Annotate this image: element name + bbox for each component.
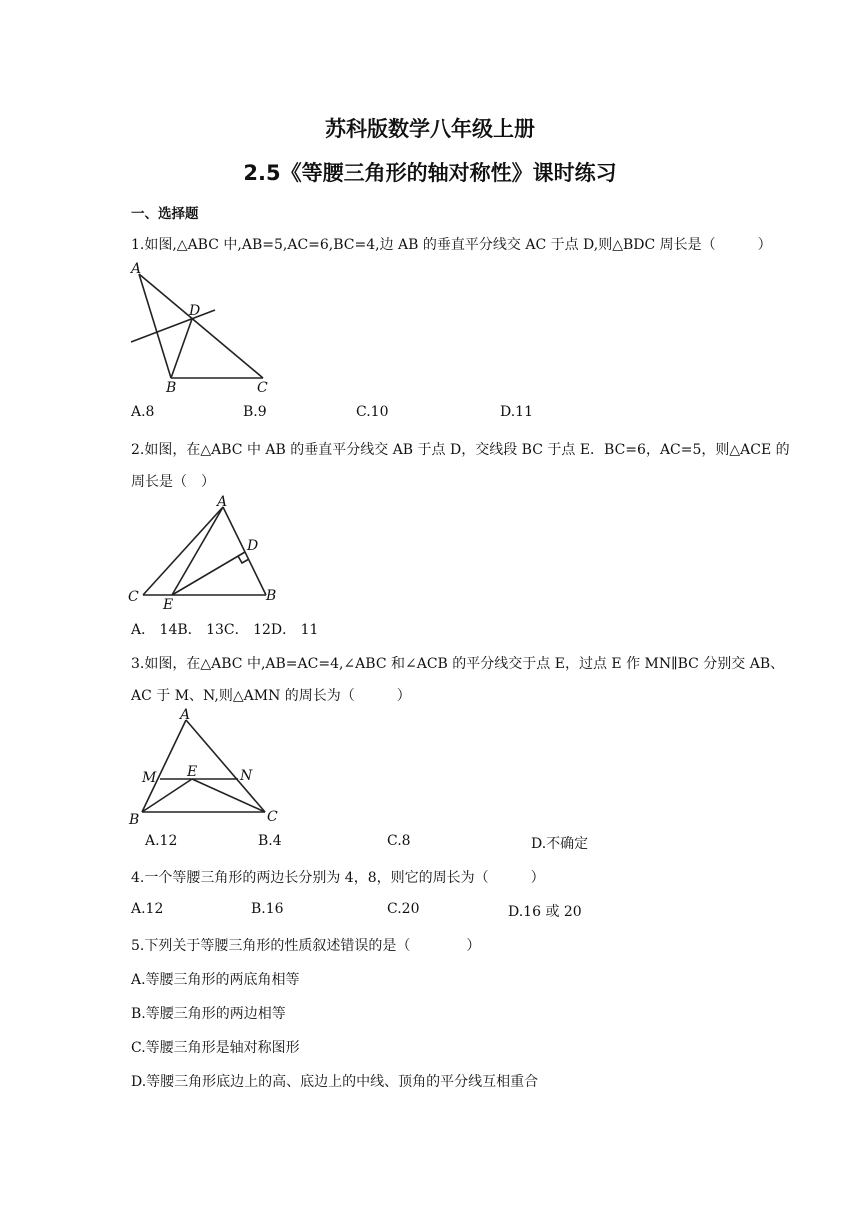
q1-label-d: D bbox=[189, 303, 201, 319]
q1-option-a[interactable]: A.8 bbox=[131, 404, 155, 420]
document-title: 苏科版数学八年级上册 bbox=[325, 117, 535, 141]
q1-side-ab bbox=[139, 274, 171, 378]
q1-option-d[interactable]: D.11 bbox=[500, 404, 533, 420]
q1-label-a: A bbox=[131, 261, 142, 277]
q2-label-b: B bbox=[266, 588, 277, 604]
q3-label-n: N bbox=[240, 768, 253, 784]
q3-segment-ec bbox=[192, 779, 265, 812]
q3-label-m: M bbox=[142, 770, 157, 786]
q5-option-b[interactable]: B.等腰三角形的两边相等 bbox=[131, 1006, 286, 1022]
q4-option-a[interactable]: A.12 bbox=[131, 901, 164, 917]
q3-label-c: C bbox=[267, 809, 278, 825]
question-4-text: 4.一个等腰三角形的两边长分别为 4，8，则它的周长为（ ） bbox=[131, 870, 545, 886]
section-heading: 一、选择题 bbox=[131, 206, 199, 222]
q5-option-a[interactable]: A.等腰三角形的两底角相等 bbox=[131, 972, 300, 988]
q5-option-c[interactable]: C.等腰三角形是轴对称图形 bbox=[131, 1040, 300, 1056]
q1-option-c[interactable]: C.10 bbox=[356, 404, 389, 420]
q2-label-d: D bbox=[247, 538, 259, 554]
question-3-text-line1: 3.如图，在△ABC 中,AB=AC=4,∠ABC 和∠ACB 的平分线交于点 E，过点 E 作 MN∥BC 分别交 AB、 bbox=[131, 656, 785, 672]
q5-option-d[interactable]: D.等腰三角形底边上的高、底边上的中线、顶角的平分线互相重合 bbox=[131, 1074, 539, 1090]
q3-side-ac bbox=[186, 720, 265, 812]
q3-label-a: A bbox=[180, 707, 191, 723]
q2-segment-ae bbox=[172, 507, 223, 595]
question-2-figure bbox=[125, 493, 285, 613]
q3-option-a[interactable]: A.12 bbox=[145, 833, 178, 849]
q4-option-d[interactable]: D.16 或 20 bbox=[508, 904, 582, 920]
q2-label-e: E bbox=[163, 597, 174, 613]
question-1-figure bbox=[125, 258, 285, 398]
q2-side-ca bbox=[143, 507, 223, 595]
q2-label-a: A bbox=[217, 494, 228, 510]
q3-option-d[interactable]: D.不确定 bbox=[531, 836, 589, 852]
q1-label-c: C bbox=[257, 380, 268, 396]
lesson-title: 2.5《等腰三角形的轴对称性》课时练习 bbox=[243, 161, 617, 185]
q2-side-ab bbox=[223, 507, 266, 595]
q1-side-ac bbox=[139, 274, 263, 378]
q3-option-c[interactable]: C.8 bbox=[387, 833, 411, 849]
q1-label-b: B bbox=[166, 380, 177, 396]
question-1-text: 1.如图,△ABC 中,AB=5,AC=6,BC=4,边 AB 的垂直平分线交 AC 于点 D,则△BDC 周长是（ ） bbox=[131, 237, 772, 253]
q3-label-b: B bbox=[129, 812, 140, 828]
question-3-figure bbox=[125, 708, 295, 828]
q1-perpendicular-bisector bbox=[131, 310, 215, 342]
q2-options[interactable]: A． 14B． 13C． 12D． 11 bbox=[131, 622, 319, 638]
q4-option-c[interactable]: C.20 bbox=[387, 901, 420, 917]
question-2-text-line1: 2.如图，在△ABC 中 AB 的垂直平分线交 AB 于点 D，交线段 BC 于点 E．BC=6，AC=5，则△ACE 的 bbox=[131, 442, 790, 458]
question-2-text-line2: 周长是（ ） bbox=[131, 474, 215, 490]
question-3-text-line2: AC 于 M、N,则△AMN 的周长为（ ） bbox=[131, 688, 411, 704]
q1-option-b[interactable]: B.9 bbox=[243, 404, 267, 420]
q2-label-c: C bbox=[128, 589, 139, 605]
q3-option-b[interactable]: B.4 bbox=[258, 833, 282, 849]
q1-segment-bd bbox=[171, 319, 192, 378]
q3-label-e: E bbox=[187, 764, 198, 780]
q4-option-b[interactable]: B.16 bbox=[251, 901, 284, 917]
question-5-text: 5.下列关于等腰三角形的性质叙述错误的是（ ） bbox=[131, 938, 481, 954]
q2-segment-ed bbox=[172, 552, 245, 595]
